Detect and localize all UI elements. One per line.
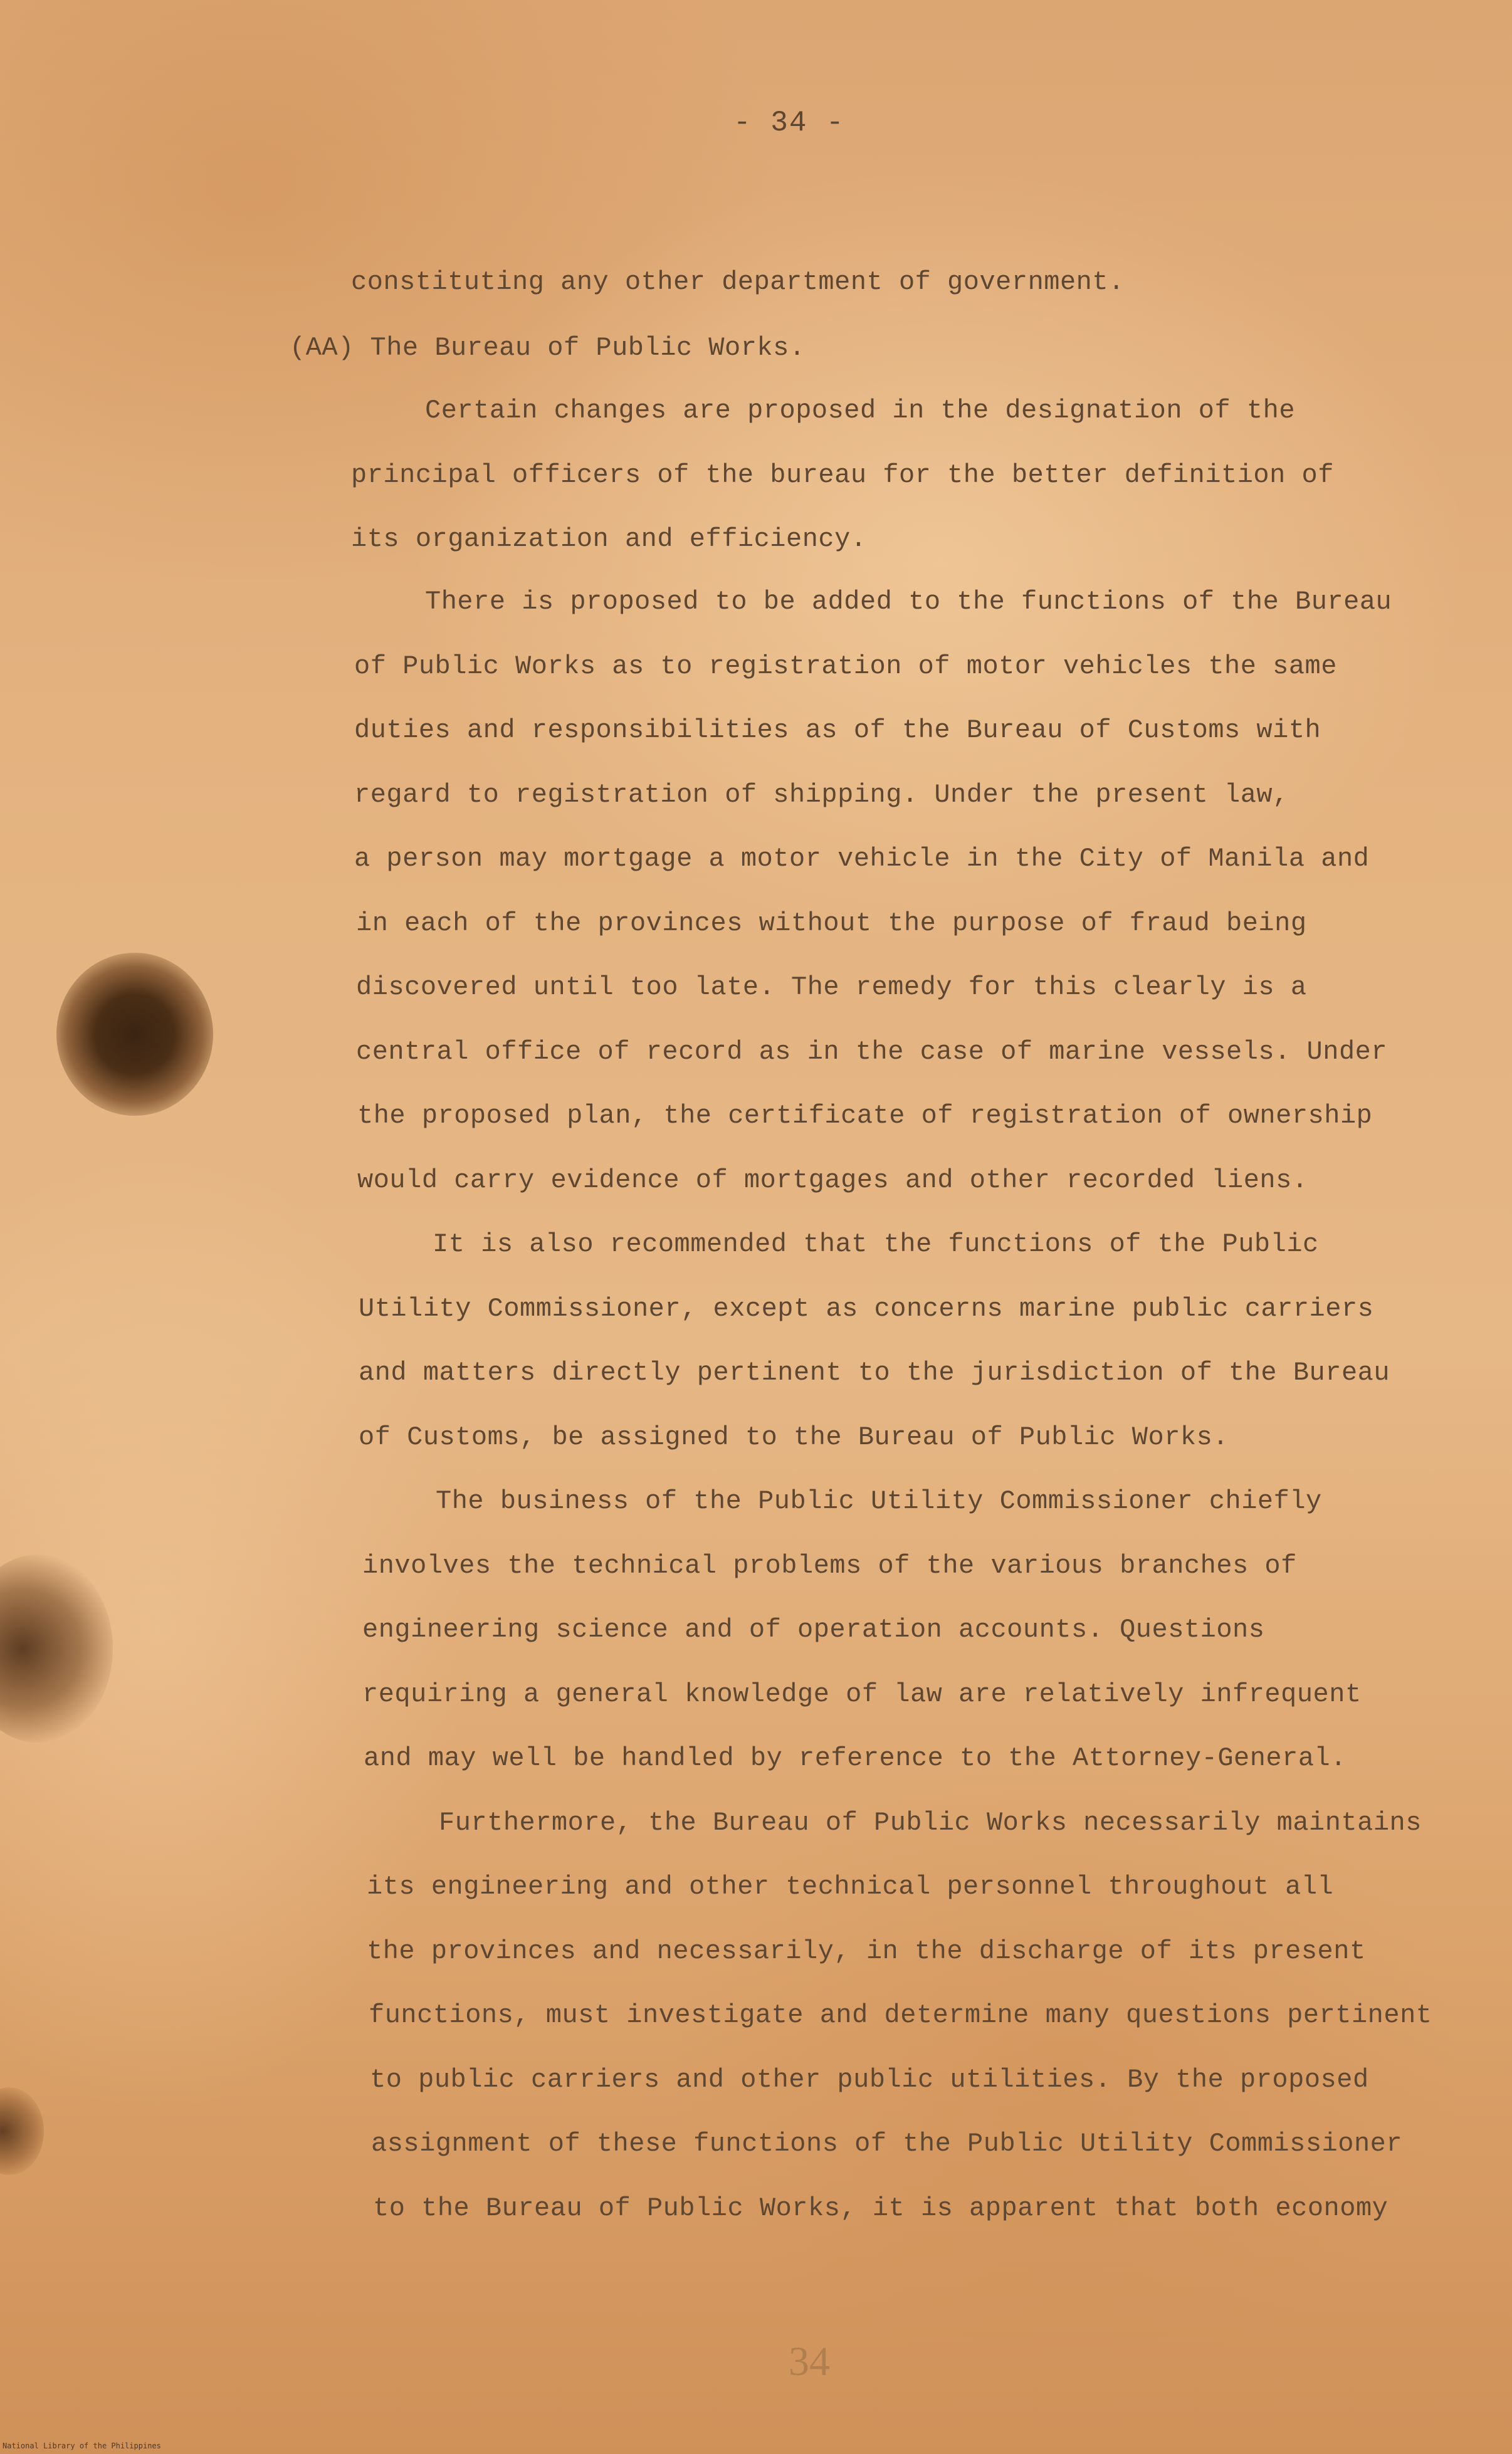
text-line: duties and responsibilities as of the Bureau of Customs with xyxy=(354,715,1321,745)
text-line: and matters directly pertinent to the jurisdiction of the Bureau xyxy=(359,1358,1390,1388)
text-line: involves the technical problems of the various branches of xyxy=(362,1551,1297,1581)
text-line: Utility Commissioner, except as concerns marine public carriers xyxy=(359,1294,1374,1324)
text-line: The business of the Public Utility Commissioner chiefly xyxy=(436,1486,1322,1516)
text-line: of Customs, be assigned to the Bureau of Public Works. xyxy=(359,1422,1229,1452)
text-line: There is proposed to be added to the functions of the Bureau xyxy=(425,587,1392,617)
text-line: It is also recommended that the functions of the Public xyxy=(433,1229,1319,1259)
text-line: of Public Works as to registration of motor vehicles the same xyxy=(354,651,1337,681)
page-number: - 34 - xyxy=(733,107,845,139)
text-line: Certain changes are proposed in the designation of the xyxy=(425,396,1296,426)
text-line: to public carriers and other public utilities. By the proposed xyxy=(370,2065,1369,2095)
text-line: to the Bureau of Public Works, it is apparent that both economy xyxy=(373,2193,1389,2223)
text-line: a person may mortgage a motor vehicle in the City of Manila and xyxy=(354,844,1370,874)
archive-footer-note: National Library of the Philippines xyxy=(3,2441,161,2450)
text-line: in each of the provinces without the purpose of fraud being xyxy=(356,908,1307,938)
text-line: its organization and efficiency. xyxy=(351,524,867,554)
text-line: the provinces and necessarily, in the discharge of its present xyxy=(367,1936,1366,1966)
text-line: discovered until too late. The remedy for this clearly is a xyxy=(356,972,1307,1002)
text-line: would carry evidence of mortgages and other recorded liens. xyxy=(357,1165,1308,1195)
text-line: regard to registration of shipping. Under the present law, xyxy=(354,780,1289,810)
text-line: constituting any other department of government. xyxy=(351,267,1125,297)
text-line: principal officers of the bureau for the better definition of xyxy=(351,460,1334,490)
text-line: Furthermore, the Bureau of Public Works necessarily maintains xyxy=(439,1808,1422,1838)
text-line: central office of record as in the case of marine vessels. Under xyxy=(356,1037,1388,1067)
text-line: its engineering and other technical personnel throughout all xyxy=(367,1872,1334,1902)
text-line: assignment of these functions of the Public Utility Commissioner xyxy=(371,2129,1403,2159)
text-line: the proposed plan, the certificate of registration of ownership xyxy=(357,1101,1373,1131)
text-line: functions, must investigate and determine many questions pertinent xyxy=(369,2000,1432,2030)
text-line: requiring a general knowledge of law are relatively infrequent xyxy=(362,1679,1362,1709)
page-stamp-number: 34 xyxy=(789,2339,830,2384)
text-line: engineering science and of operation accounts. Questions xyxy=(362,1615,1265,1645)
text-line: and may well be handled by reference to the Attorney-General. xyxy=(364,1743,1347,1773)
section-heading: (AA) The Bureau of Public Works. xyxy=(290,333,806,363)
